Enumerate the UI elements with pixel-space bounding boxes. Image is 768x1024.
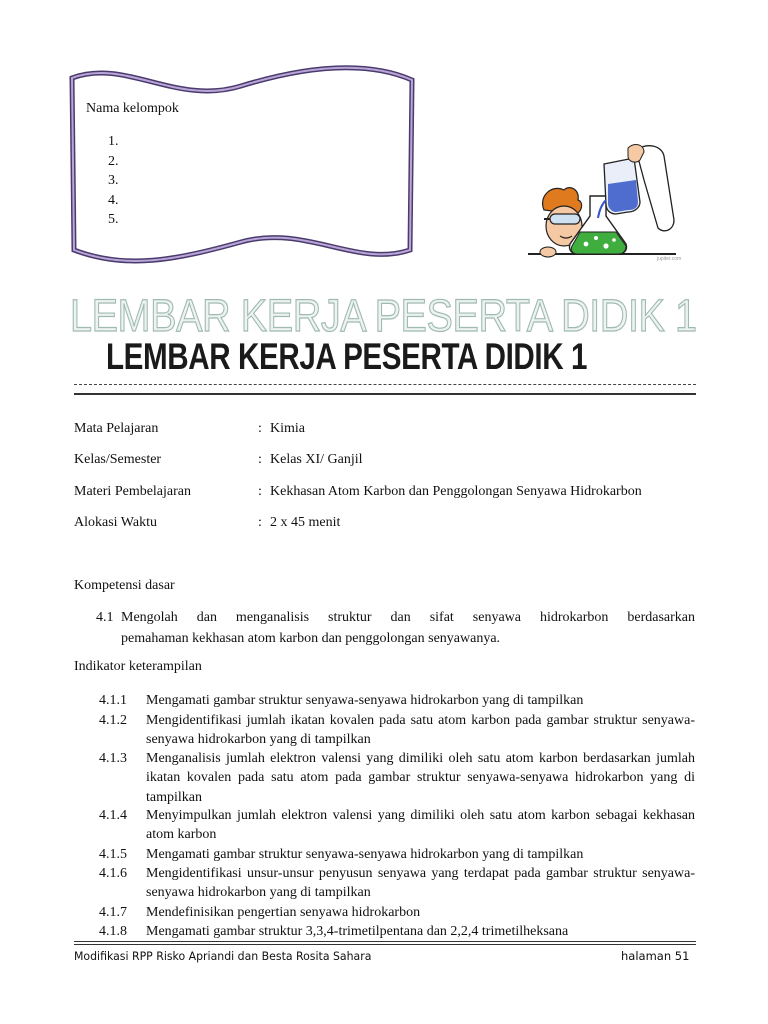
info-value: Kelas XI/ Ganjil — [270, 452, 363, 467]
info-label: Alokasi Waktu — [74, 515, 157, 530]
group-member-2: 2. — [108, 153, 119, 169]
info-value: Kekhasan Atom Karbon dan Penggolongan Senyawa Hidrokarbon — [270, 484, 642, 499]
group-member-4: 4. — [108, 192, 119, 208]
indikator-number: 4.1.4 — [99, 808, 127, 823]
info-colon: : — [258, 515, 262, 530]
indikator-number: 4.1.2 — [99, 713, 127, 728]
indikator-text: Menyimpulkan jumlah elektron valensi yang dimiliki oleh satu atom karbon sebagai kekhasan atom karbon — [146, 808, 695, 843]
chemist-illustration — [524, 140, 692, 264]
info-value: Kimia — [270, 421, 305, 436]
indikator-number: 4.1.6 — [99, 866, 127, 881]
group-box-frame — [66, 64, 418, 264]
info-label: Materi Pembelajaran — [74, 484, 192, 499]
group-member-3: 3. — [108, 173, 119, 188]
indikator-text: Mendefinisikan pengertian senyawa hidrokarbon — [146, 905, 421, 920]
kompetensi-text-line2: pemahaman kekhasan atom karbon dan penggolongan senyawanya. — [121, 631, 501, 646]
info-colon: : — [258, 452, 262, 467]
kompetensi-text-line1: Mengolah dan menganalisis struktur dan sifat senyawa hidrokarbon berdasarkan — [121, 610, 695, 625]
indikator-number: 4.1.8 — [99, 924, 127, 939]
group-member-list — [108, 132, 119, 230]
kompetensi-number: 4.1 — [96, 610, 114, 625]
footer-divider-thin — [74, 944, 696, 945]
title-divider-solid — [74, 393, 696, 395]
group-member-1: 1. — [108, 134, 119, 149]
indikator-text: Mengamati gambar struktur senyawa-senyawa hidrokarbon yang di tampilkan — [146, 847, 584, 862]
info-value: 2 x 45 menit — [270, 515, 341, 530]
info-label: Kelas/Semester — [74, 452, 162, 467]
indikator-text: Mengidentifikasi jumlah ikatan kovalen pada satu atom karbon pada gambar struktur senyawa-senyawa hidrokarbon yang di tampilkan — [146, 713, 695, 748]
indikator-number: 4.1.7 — [99, 905, 127, 920]
info-label: Mata Pelajaran — [74, 421, 159, 436]
indikator-number: 4.1.3 — [99, 751, 127, 766]
group-box-title: Nama kelompok — [86, 101, 179, 116]
page-title-shadow: LEMBAR KERJA PESERTA DIDIK 1 — [70, 290, 697, 341]
group-member-5: 5. — [108, 212, 119, 227]
info-colon: : — [258, 484, 262, 499]
indikator-text: Mengamati gambar struktur 3,3,4-trimetilpentana dan 2,2,4 trimetilheksana — [146, 924, 569, 939]
footer-credit: Modifikasi RPP Risko Apriandi dan Besta Rosita Sahara — [74, 949, 372, 963]
page-title: LEMBAR KERJA PESERTA DIDIK 1 — [106, 336, 588, 377]
kompetensi-heading: Kompetensi dasar — [74, 578, 175, 593]
indikator-number: 4.1.1 — [99, 693, 127, 708]
illustration-credit: jupiter.com — [657, 256, 682, 262]
page-number: halaman 51 — [621, 949, 690, 963]
indikator-heading: Indikator keterampilan — [74, 659, 202, 674]
info-colon: : — [258, 421, 262, 436]
indikator-text: Menganalisis jumlah elektron valensi yang dimiliki oleh satu atom karbon berdasarkan jumlah ikatan kovalen pada satu atom pada gambar struktur senyawa-senyawa hidrokarbon yang di tampilkan — [146, 751, 695, 805]
title-divider-dashed — [74, 384, 696, 385]
indikator-text: Mengidentifikasi unsur-unsur penyusun senyawa yang terdapat pada gambar struktur senyawa-senyawa hidrokarbon yang di tampilkan — [146, 866, 695, 901]
indikator-number: 4.1.5 — [99, 847, 127, 862]
footer-divider — [74, 941, 696, 942]
indikator-text: Mengamati gambar struktur senyawa-senyawa hidrokarbon yang di tampilkan — [146, 693, 584, 708]
